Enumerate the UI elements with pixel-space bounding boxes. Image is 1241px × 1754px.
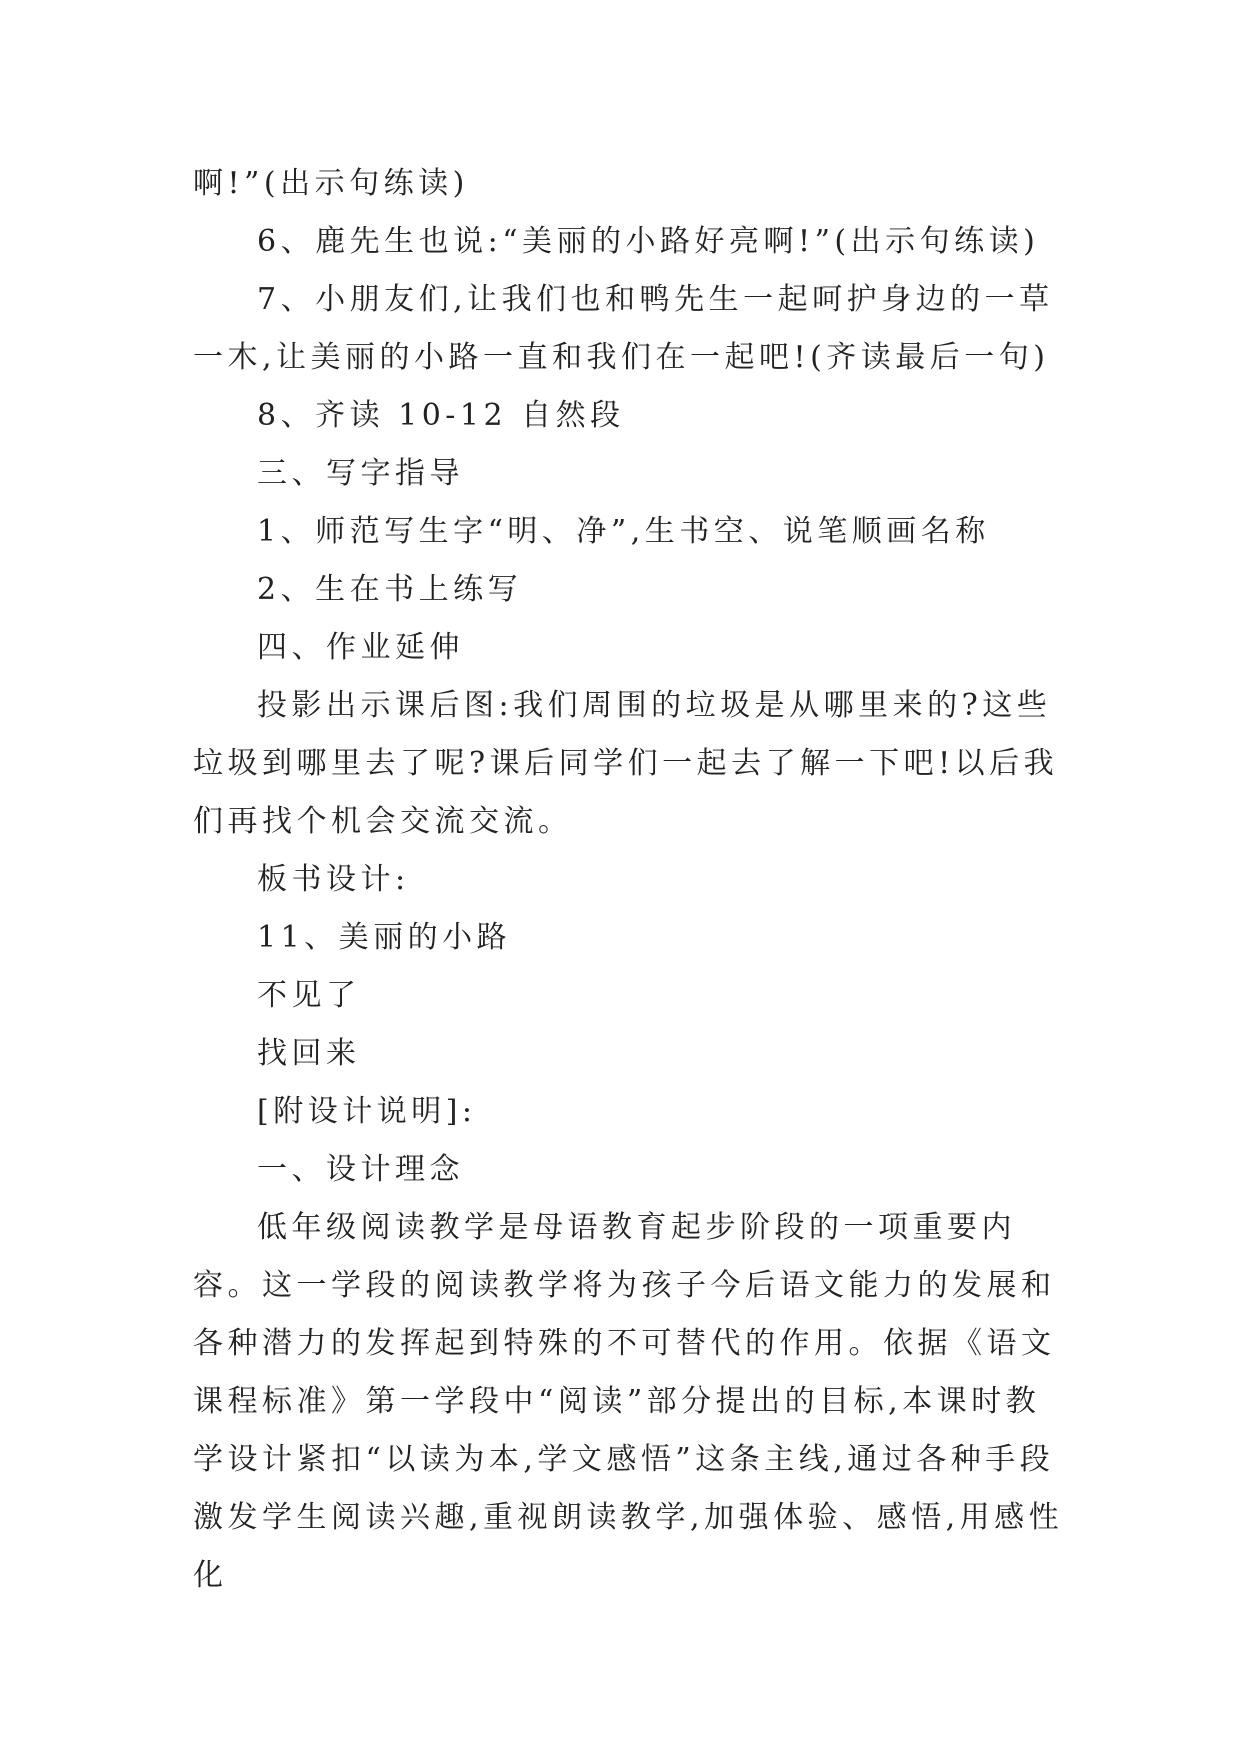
paragraph-design-concept: 低年级阅读教学是母语教育起步阶段的一项重要内容。这一学段的阅读教学将为孩子今后语文能力的发展和各种潜力的发挥起到特殊的不可替代的作用。依据《语文课程标准》第一学段中“阅读”部分提出的目标,本课时教学设计紧扣“以读为本,学文感悟”这条主线,通过各种手段激发学生阅读兴趣,重视朗读教学,加强体验、感悟,用感性化 — [193, 1210, 1064, 1593]
document-body — [193, 155, 1073, 1605]
paragraph-writing-step-1: 1、师范写生字“明、净”,生书空、说笔顺画名称 — [257, 514, 990, 549]
board-design-line-1: 不见了 — [257, 978, 361, 1013]
paragraph-homework: 投影出示课后图:我们周围的垃圾是从哪里来的?这些垃圾到哪里去了呢?课后同学们一起去了解一下吧!以后我们再找个机会交流交流。 — [193, 688, 1059, 839]
section-heading-writing-guidance: 三、写字指导 — [257, 456, 464, 491]
paragraph-writing-step-2: 2、生在书上练写 — [257, 572, 523, 607]
paragraph-step-7: 7、小朋友们,让我们也和鸭先生一起呵护身边的一草一木,让美丽的小路一直和我们在一起吧!(齐读最后一句) — [193, 282, 1054, 375]
section-heading-homework: 四、作业延伸 — [257, 630, 464, 665]
paragraph-step-8: 8、齐读 10-12 自然段 — [257, 398, 625, 433]
board-design-title: 11、美丽的小路 — [257, 920, 512, 955]
board-design-line-2: 找回来 — [257, 1036, 361, 1071]
section-heading-design-concept: 一、设计理念 — [257, 1152, 464, 1187]
paragraph-step-6: 6、鹿先生也说:“美丽的小路好亮啊!”(出示句练读) — [257, 224, 1040, 259]
paragraph-continuation: 啊!”(出示句练读) — [193, 166, 469, 201]
board-design-label: 板书设计: — [257, 862, 410, 897]
appendix-label: [附设计说明]: — [257, 1094, 477, 1129]
